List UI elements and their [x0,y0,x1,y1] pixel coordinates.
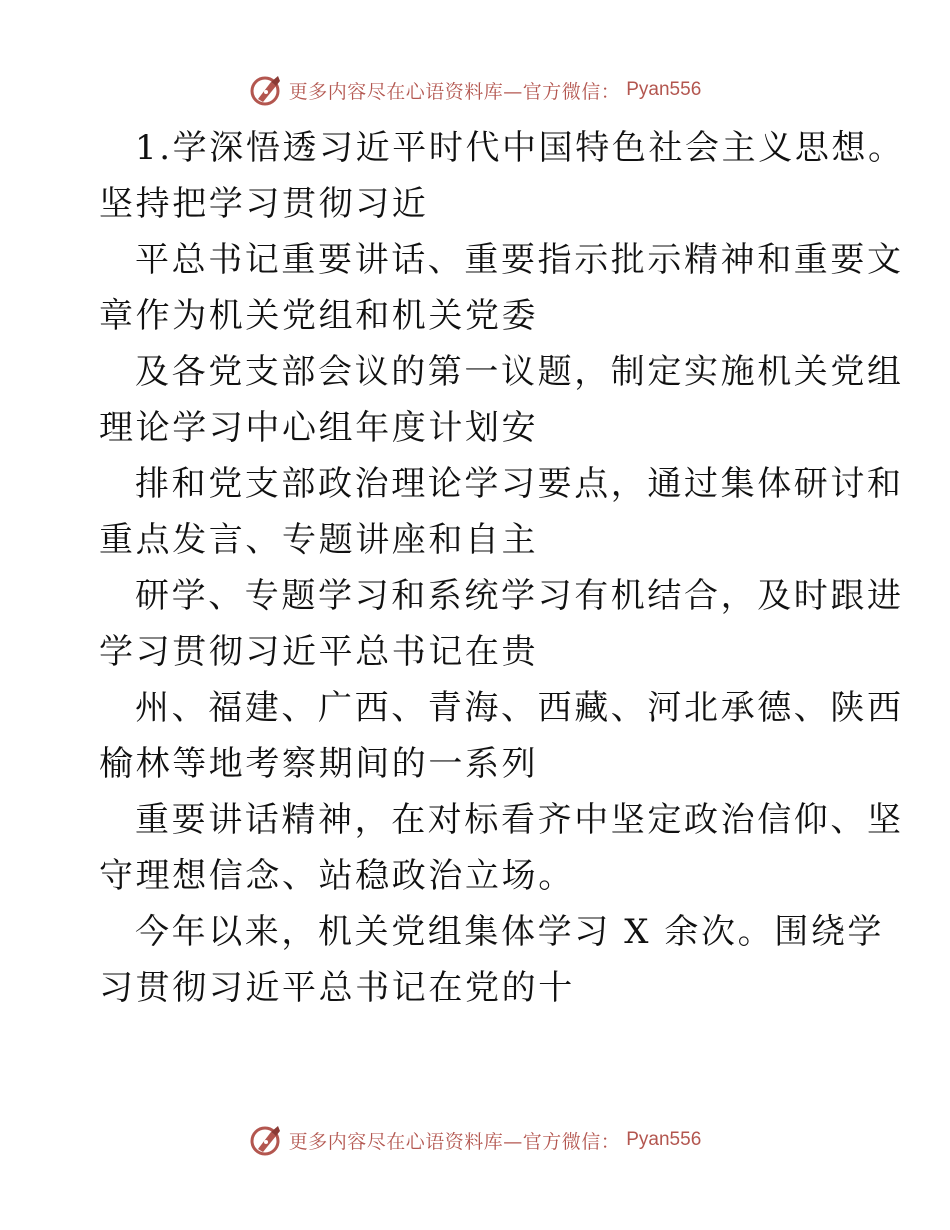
body-line: 及各党支部会议的第一议题，制定实施机关党组 [135,352,904,392]
body-line: 州、福建、广西、青海、西藏、河北承德、陕西 [135,688,904,728]
body-line: 理论学习中心组年度计划安 [99,408,539,448]
body-line: 重点发言、专题讲座和自主 [99,520,539,560]
body-line: 章作为机关党组和机关党委 [99,296,539,336]
body-line: 排和党支部政治理论学习要点，通过集体研讨和 [135,464,904,504]
body-line: 1.学深悟透习近平时代中国特色社会主义思想。 [135,128,905,168]
body-line: 研学、专题学习和系统学习有机结合，及时跟进 [135,576,904,616]
body-line: 守理想信念、站稳政治立场。 [99,856,575,896]
header-banner [0,70,950,110]
banner-text: 更多内容尽在心语资料库—官方微信： [288,1130,621,1153]
banner-text: 更多内容尽在心语资料库—官方微信： [288,80,621,103]
wechat-id: Pyan556 [626,79,702,100]
body-line: 习贯彻习近平总书记在党的十 [99,968,575,1008]
wechat-id: Pyan556 [626,1129,702,1150]
pen-nib-seal-icon [249,73,283,107]
body-line: 平总书记重要讲话、重要指示批示精神和重要文 [135,240,904,280]
footer-banner [0,1120,950,1160]
body-line: 今年以来，机关党组集体学习 X 余次。围绕学 [135,912,885,952]
body-line: 学习贯彻习近平总书记在贵 [99,632,539,672]
document-body [99,120,905,1016]
body-line: 榆林等地考察期间的一系列 [99,744,539,784]
pen-nib-seal-icon [249,1123,283,1157]
body-line: 坚持把学习贯彻习近 [99,184,429,224]
body-line: 重要讲话精神，在对标看齐中坚定政治信仰、坚 [135,800,904,840]
